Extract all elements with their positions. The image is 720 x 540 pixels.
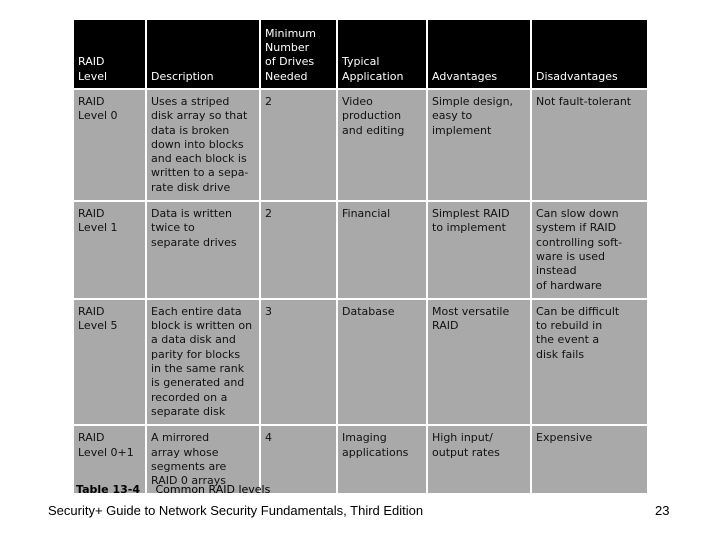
cell-disadvantages: Can be difficult to rebuild in the event a disk fails	[531, 299, 648, 425]
header-disadvantages: Disadvantages	[531, 19, 648, 89]
cell-advantages: High input/ output rates	[427, 425, 531, 494]
header-raid-level: RAID Level	[73, 19, 146, 89]
page-number: 23	[655, 503, 670, 518]
header-typical-application: Typical Application	[337, 19, 427, 89]
table-caption-text: Common RAID levels	[155, 483, 271, 496]
cell-description: Each entire data block is written on a data disk and parity for blocks in the same rank is generated and recorded on a separate disk	[146, 299, 260, 425]
cell-description: A mirrored array whose segments are RAID 0 arrays	[146, 425, 260, 494]
cell-advantages: Simple design, easy to implement	[427, 89, 531, 201]
cell-raid-level: RAID Level 1	[73, 201, 146, 299]
cell-disadvantages: Expensive	[531, 425, 648, 494]
cell-advantages: Simplest RAID to implement	[427, 201, 531, 299]
cell-raid-level: RAID Level 0	[73, 89, 146, 201]
cell-advantages: Most versatile RAID	[427, 299, 531, 425]
cell-disadvantages: Can slow down system if RAID controlling soft- ware is used instead of hardware	[531, 201, 648, 299]
cell-typical-application: Video production and editing	[337, 89, 427, 201]
table-number: Table 13-4	[76, 483, 140, 496]
cell-min-drives: 2	[260, 89, 337, 201]
cell-disadvantages: Not fault-tolerant	[531, 89, 648, 201]
header-description: Description	[146, 19, 260, 89]
cell-description: Uses a striped disk array so that data is broken down into blocks and each block is written to a sepa- rate disk drive	[146, 89, 260, 201]
table-row	[73, 299, 648, 425]
cell-raid-level: RAID Level 0+1	[73, 425, 146, 494]
header-advantages: Advantages	[427, 19, 531, 89]
table-row	[73, 201, 648, 299]
cell-min-drives: 4	[260, 425, 337, 494]
cell-typical-application: Database	[337, 299, 427, 425]
cell-description: Data is written twice to separate drives	[146, 201, 260, 299]
header-row	[73, 19, 648, 89]
cell-typical-application: Financial	[337, 201, 427, 299]
header-min-drives: Minimum Number of Drives Needed	[260, 19, 337, 89]
table-header	[73, 19, 648, 89]
cell-min-drives: 3	[260, 299, 337, 425]
cell-typical-application: Imaging applications	[337, 425, 427, 494]
cell-min-drives: 2	[260, 201, 337, 299]
footer-book-title: Security+ Guide to Network Security Fundamentals, Third Edition	[48, 503, 424, 518]
cell-raid-level: RAID Level 5	[73, 299, 146, 425]
table-row	[73, 89, 648, 201]
table-caption	[76, 483, 270, 496]
raid-levels-table	[72, 18, 649, 495]
